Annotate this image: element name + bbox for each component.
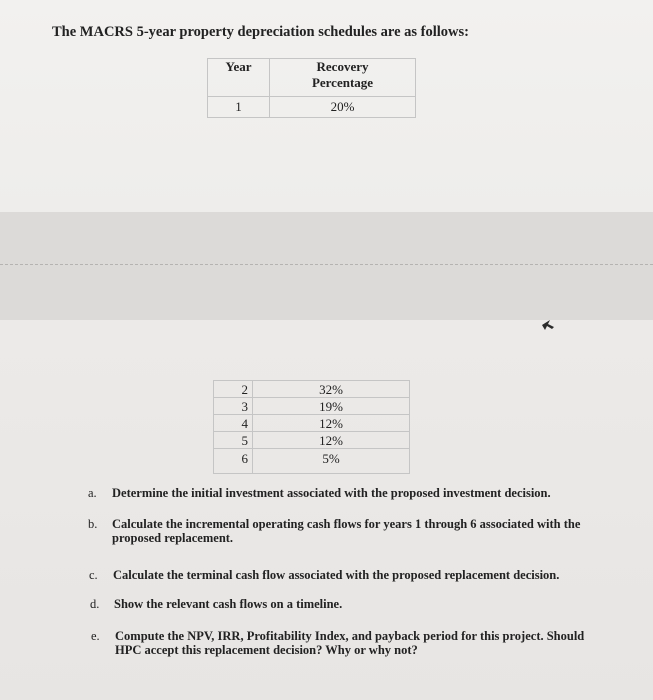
table-row xyxy=(214,398,410,415)
recovery-header-line1: Recovery xyxy=(316,59,369,74)
year-cell: 1 xyxy=(208,97,270,118)
table-row xyxy=(214,381,410,398)
mouse-cursor-icon xyxy=(541,318,555,332)
year-cell: 5 xyxy=(214,432,253,449)
percentage-cell: 12% xyxy=(253,415,410,432)
table-row xyxy=(214,415,410,432)
macrs-table-top xyxy=(207,58,416,118)
question-label: a. xyxy=(88,486,97,500)
year-cell: 3 xyxy=(214,398,253,415)
percentage-cell: 5% xyxy=(253,449,410,474)
question-text-line1: Calculate the incremental operating cash flows for years 1 through 6 associated with the xyxy=(112,517,581,531)
question-label: e. xyxy=(91,629,100,643)
page-gap-band xyxy=(0,212,653,320)
table-row xyxy=(214,432,410,449)
perforation-line xyxy=(0,264,653,265)
percentage-cell: 20% xyxy=(270,97,416,118)
table-header-row xyxy=(208,59,416,97)
macrs-table-bottom xyxy=(213,380,410,474)
table-row xyxy=(214,449,410,474)
year-column-header: Year xyxy=(208,59,270,97)
question-text-line2: HPC accept this replacement decision? Why or why not? xyxy=(115,643,418,657)
year-cell: 4 xyxy=(214,415,253,432)
question-text-line1: Compute the NPV, IRR, Profitability Index, and payback period for this project. Should xyxy=(115,629,585,643)
recovery-column-header xyxy=(270,59,416,97)
percentage-cell: 32% xyxy=(253,381,410,398)
percentage-cell: 12% xyxy=(253,432,410,449)
schedule-heading: The MACRS 5-year property depreciation schedules are as follows: xyxy=(52,24,469,40)
question-label: c. xyxy=(89,568,98,582)
question-text: Calculate the terminal cash flow associated with the proposed replacement decision. xyxy=(113,568,560,582)
question-text: Determine the initial investment associated with the proposed investment decision. xyxy=(112,486,551,500)
percentage-cell: 19% xyxy=(253,398,410,415)
table-row xyxy=(208,97,416,118)
year-cell: 2 xyxy=(214,381,253,398)
question-text-line2: proposed replacement. xyxy=(112,531,234,545)
question-label: b. xyxy=(88,517,98,531)
question-label: d. xyxy=(90,597,100,611)
question-text: Show the relevant cash flows on a timeline. xyxy=(114,597,343,611)
year-cell: 6 xyxy=(214,449,253,474)
recovery-header-line2: Percentage xyxy=(311,75,374,90)
